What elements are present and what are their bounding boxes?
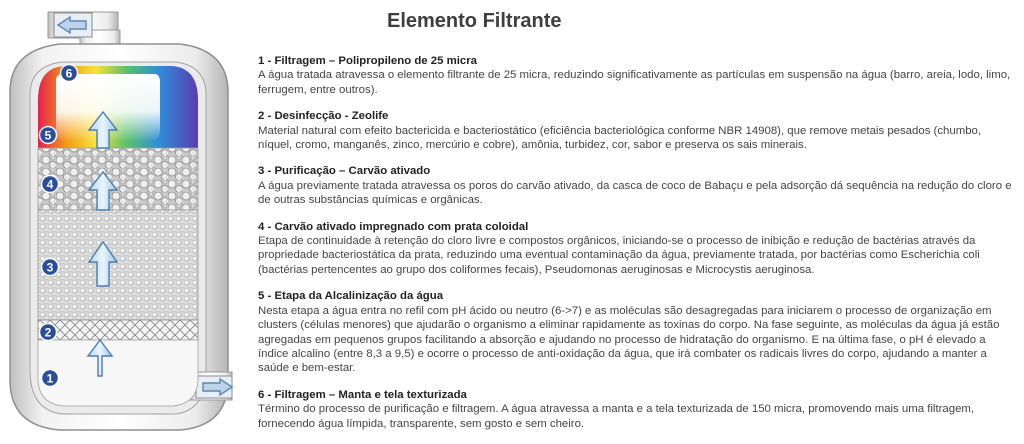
svg-text:5: 5	[44, 128, 52, 143]
badge-6	[61, 65, 78, 82]
svg-text:3: 3	[46, 260, 54, 275]
stage-heading: 4 - Carvão ativado impregnado com prata coloidal	[258, 220, 529, 233]
stage-description: Etapa de continuidade à retenção do cloro livre e compostos orgânicos, iniciando-se o processo de inibição e redução de bactérias através da propriedade bacteriostática da prata, reduzindo uma eventual contaminação da água, previamente tratada, por bactérias como Escherichia coli (bactérias pertencentes ao grupo dos coliformes fecais), Pseudomonas aeruginosas e Microcystis aeruginosa.	[258, 235, 980, 276]
stage-2	[258, 109, 1018, 152]
layer-4-carbon-silver	[38, 148, 198, 210]
stage-heading: 3 - Purificação – Carvão ativado	[258, 165, 431, 178]
badge-3	[42, 259, 59, 276]
stage-description: A água previamente tratada atravessa os poros do carvão ativado, da casca de coco de Babaçu e pela adsorção dá sequência na redução do cloro e de outras substâncias químicas e orgânicas.	[258, 179, 1012, 207]
layer-3-activated-carbon	[38, 210, 198, 320]
badge-2	[40, 324, 57, 341]
svg-text:2: 2	[44, 325, 52, 340]
badge-1	[42, 370, 59, 387]
stage-4	[258, 220, 1018, 278]
stage-description: Nesta etapa a água entra no refil com pH ácido ou neutro (6->7) e as moléculas são desagregadas para iniciarem o processo de organização em clusters (células menores) que ajudarão o organismo a eliminar rapidamente as toxinas do corpo. Na fase seguinte, as moléculas da água já estão agregadas em pequenos grupos facilitando a absorção e ajudando no processo de hidratação do organismo. E na última fase, o pH é elevado a índice alcalino (entre 8,3 a 9,5) e ocorre o processo de anti-oxidação da água, que irá combater os radicais livres do corpo, ajudando a manter a saúde e bem-estar.	[258, 304, 1000, 375]
svg-text:1: 1	[46, 371, 54, 386]
layer-2-zeolite	[38, 320, 198, 340]
layer-1-polypropylene	[38, 340, 198, 406]
stage-heading: 2 - Desinfecção - Zeolife	[258, 110, 389, 123]
filter-diagram	[0, 0, 240, 444]
stage-description: Término do processo de purificação e filtragem. A água atravessa a manta e a tela texturizada de 150 micra, promovendo mais uma filtragem, fornecendo água límpida, transparente, sem gosto e sem cheiro.	[258, 403, 975, 430]
outlet-pipe	[48, 12, 120, 46]
stage-heading: 6 - Filtragem – Manta e tela texturizada	[258, 388, 467, 401]
stage-description: A água tratada atravessa o elemento filtrante de 25 micra, reduzindo significativamente as partículas em suspensão na água (barro, areia, lodo, limo, ferrugem, entre outros).	[258, 69, 1011, 96]
stages-list	[258, 54, 1018, 443]
badge-4	[42, 176, 59, 193]
svg-text:6: 6	[65, 66, 73, 81]
svg-text:4: 4	[46, 177, 54, 192]
badge-5	[40, 127, 57, 144]
page-title: Elemento Filtrante	[387, 10, 562, 32]
stage-description: Material natural com efeito bactericida e bacteriostático (eficiência bacteriológica conforme NBR 14908), que remove metais pesados (chumbo, níquel, cromo, manganês, zinco, mercúrio e cobre), amônia, turbidez, cor, sabor e preserva os sais minerais.	[258, 124, 982, 152]
stage-1	[258, 54, 1018, 97]
stage-3	[258, 164, 1018, 207]
stage-heading: 1 - Filtragem – Polipropileno de 25 micra	[258, 55, 478, 67]
stage-6	[258, 388, 1018, 431]
stage-5	[258, 289, 1018, 375]
stage-heading: 5 - Etapa da Alcalinização da água	[258, 290, 444, 303]
